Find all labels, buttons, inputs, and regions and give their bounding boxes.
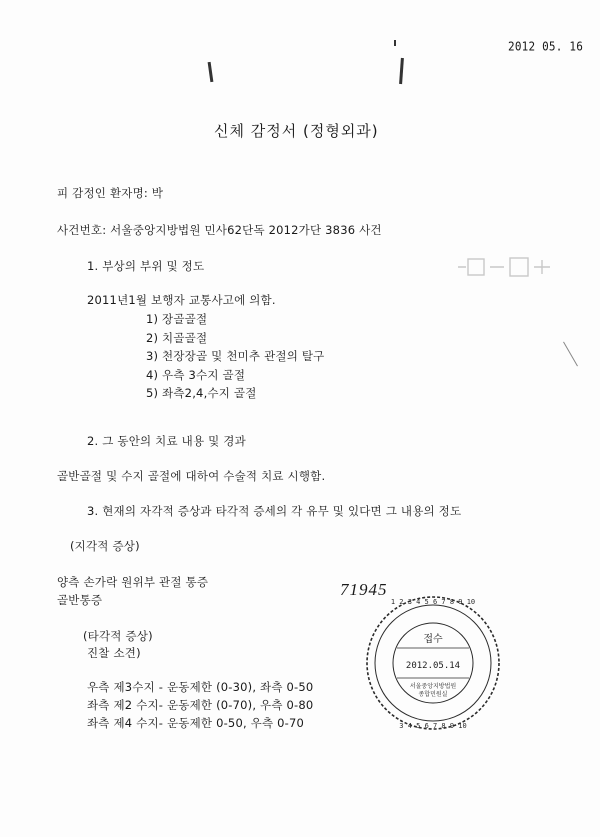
handwritten-number: 71945 [340, 580, 388, 599]
injury-item-5: 5) 좌측2,4,수지 골절 [146, 386, 257, 400]
stamp-org-line-2: 종합민원실 [418, 691, 448, 698]
injury-item-1: 1) 장골골절 [146, 312, 208, 326]
stamp-date: 2012.05.14 [405, 661, 461, 671]
scan-mark-right [399, 58, 404, 84]
exam-label: 진찰 소견) [87, 646, 141, 660]
subjective-item-1: 양측 손가락 원위부 관절 통증 [57, 575, 209, 589]
svg-text:1 2 3 4 5 6 7 8 9 10: 1 2 3 4 5 6 7 8 9 10 [390, 598, 476, 606]
section-3-heading: 3. 현재의 자각적 증상과 타각적 증세의 각 유무 및 있다면 그 내용의 정도 [87, 504, 462, 518]
objective-item-1: 우측 제3수지 - 운동제한 (0-30), 좌측 0-50 [87, 680, 314, 694]
subjective-item-2: 골반통증 [57, 593, 103, 607]
scan-line-right [563, 342, 578, 367]
injury-item-2: 2) 치골골절 [146, 331, 208, 345]
case-number-line: 사건번호: 서울중앙지방법원 민사62단독 2012가단 3836 사건 [57, 223, 382, 237]
document-date: 2012 05. 16 [508, 39, 584, 54]
injury-item-4: 4) 우측 3수지 골절 [146, 368, 246, 382]
injury-item-3: 3) 천장장골 및 천미추 관절의 탈구 [146, 349, 325, 363]
scan-mark-left [208, 62, 214, 82]
accident-intro: 2011년1월 보행자 교통사고에 의함. [87, 293, 276, 307]
section-1-heading: 1. 부상의 부위 및 정도 [87, 259, 205, 273]
scan-mark-top [394, 40, 396, 46]
faded-stamp-smudge [450, 255, 560, 281]
subjective-label: (지각적 증상) [70, 539, 140, 553]
page-title: 신체 감정서 (정형외과) [214, 122, 379, 140]
svg-text:3 4 5 6 7 8 9 10: 3 4 5 6 7 8 9 10 [399, 722, 467, 730]
stamp-center-text: 접수 [423, 634, 443, 645]
treatment-body: 골반골절 및 수지 골절에 대하여 수술적 치료 시행함. [57, 469, 326, 483]
objective-item-2: 좌측 제2 수지- 운동제한 (0-70), 우측 0-80 [87, 698, 314, 712]
objective-item-3: 좌측 제4 수지- 운동제한 0-50, 우측 0-70 [87, 716, 305, 730]
received-stamp [362, 592, 504, 734]
stamp-org-line-1: 서울중앙지방법원 [409, 683, 457, 690]
section-2-heading: 2. 그 동안의 치료 내용 및 경과 [87, 434, 246, 448]
objective-label: (타각적 증상) [83, 629, 153, 643]
patient-line: 피 감정인 환자명: 박 [57, 186, 164, 200]
